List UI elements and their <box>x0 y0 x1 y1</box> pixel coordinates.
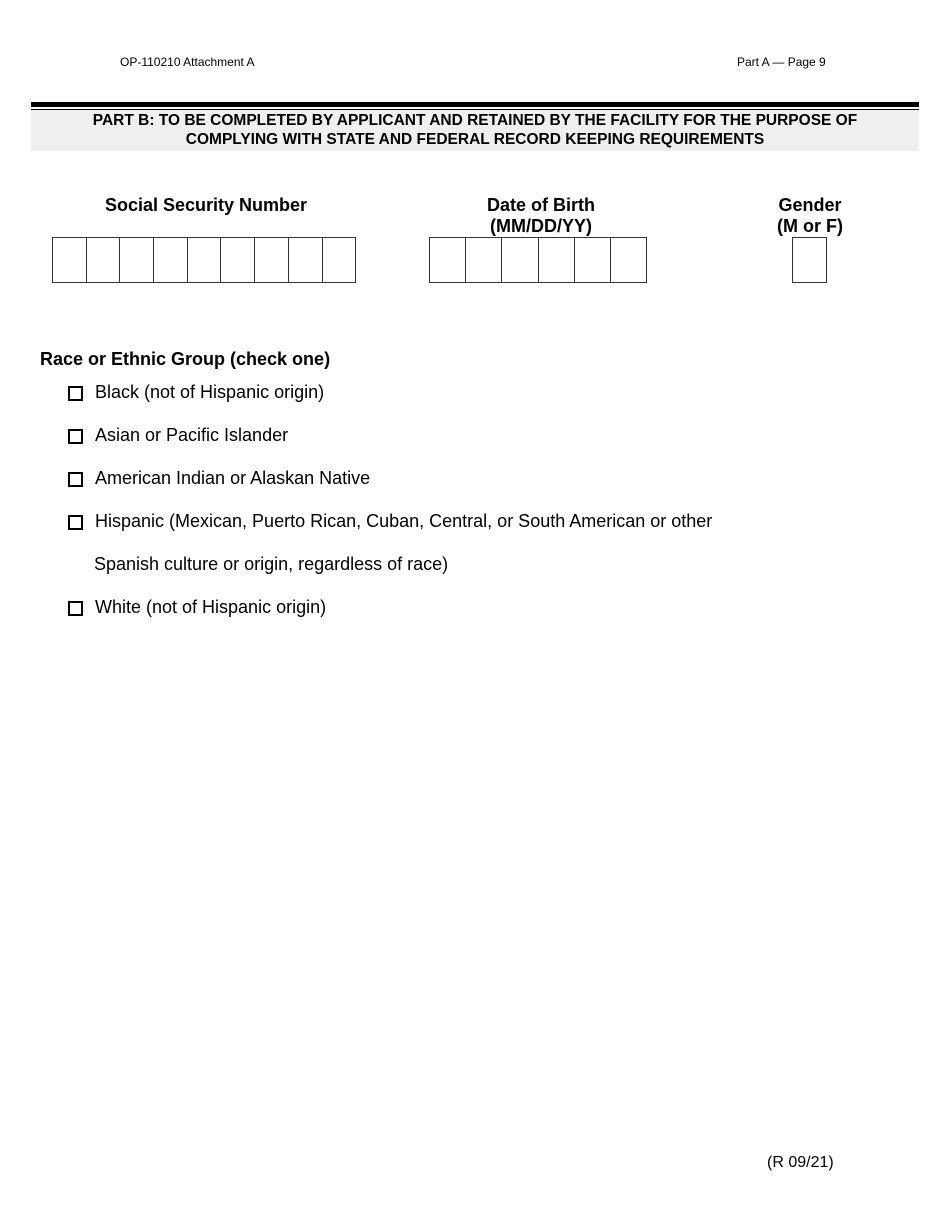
ssn-digit-box[interactable] <box>154 238 188 282</box>
race-option-hispanic-continuation: Spanish culture or origin, regardless of race) <box>94 554 449 574</box>
checkbox[interactable] <box>68 386 83 401</box>
banner-line-1: PART B: TO BE COMPLETED BY APPLICANT AND RETAINED BY THE FACILITY FOR THE PURPOSE OF <box>92 112 858 129</box>
race-option-label: Black (not of Hispanic origin) <box>95 382 325 402</box>
race-option-label: American Indian or Alaskan Native <box>95 468 371 488</box>
ssn-label: Social Security Number <box>104 195 308 215</box>
ssn-digit-box[interactable] <box>289 238 323 282</box>
banner-line-2: COMPLYING WITH STATE AND FEDERAL RECORD KEEPING REQUIREMENTS <box>185 131 765 148</box>
dob-label <box>441 195 641 237</box>
gender-box[interactable] <box>793 238 826 282</box>
page-reference: Part A — Page 9 <box>737 55 826 69</box>
dob-input-boxes <box>429 237 647 283</box>
race-option-black[interactable] <box>68 382 324 403</box>
form-id: OP-110210 Attachment A <box>120 55 255 69</box>
dob-digit-box[interactable] <box>539 238 575 282</box>
revision-date: (R 09/21) <box>767 1154 834 1171</box>
dob-label-line-1: Date of Birth <box>487 195 595 215</box>
ssn-digit-box[interactable] <box>53 238 87 282</box>
ssn-digit-box[interactable] <box>120 238 154 282</box>
dob-label-line-2: (MM/DD/YY) <box>490 216 592 236</box>
race-option-label: Hispanic (Mexican, Puerto Rican, Cuban, Central, or South American or other <box>95 511 713 531</box>
race-option-american-indian[interactable] <box>68 468 370 489</box>
dob-digit-box[interactable] <box>466 238 502 282</box>
ssn-digit-box[interactable] <box>323 238 356 282</box>
ssn-digit-box[interactable] <box>188 238 222 282</box>
header-rule <box>31 102 919 107</box>
dob-digit-box[interactable] <box>611 238 646 282</box>
gender-label-line-1: Gender <box>778 195 842 215</box>
ssn-digit-box[interactable] <box>255 238 289 282</box>
part-b-banner <box>31 109 919 151</box>
ssn-digit-box[interactable] <box>87 238 121 282</box>
dob-digit-box[interactable] <box>430 238 466 282</box>
race-option-hispanic[interactable] <box>68 511 712 532</box>
dob-digit-box[interactable] <box>502 238 538 282</box>
race-option-label: Asian or Pacific Islander <box>95 425 289 445</box>
ssn-digit-box[interactable] <box>221 238 255 282</box>
race-option-white[interactable] <box>68 597 326 618</box>
checkbox[interactable] <box>68 515 83 530</box>
checkbox[interactable] <box>68 429 83 444</box>
checkbox[interactable] <box>68 472 83 487</box>
gender-input-box <box>792 237 827 283</box>
race-option-label: White (not of Hispanic origin) <box>95 597 327 617</box>
race-section-title: Race or Ethnic Group (check one) <box>40 349 331 369</box>
checkbox[interactable] <box>68 601 83 616</box>
dob-digit-box[interactable] <box>575 238 611 282</box>
gender-label <box>760 195 860 237</box>
race-option-asian[interactable] <box>68 425 288 446</box>
gender-label-line-2: (M or F) <box>777 216 843 236</box>
ssn-input-boxes <box>52 237 356 283</box>
